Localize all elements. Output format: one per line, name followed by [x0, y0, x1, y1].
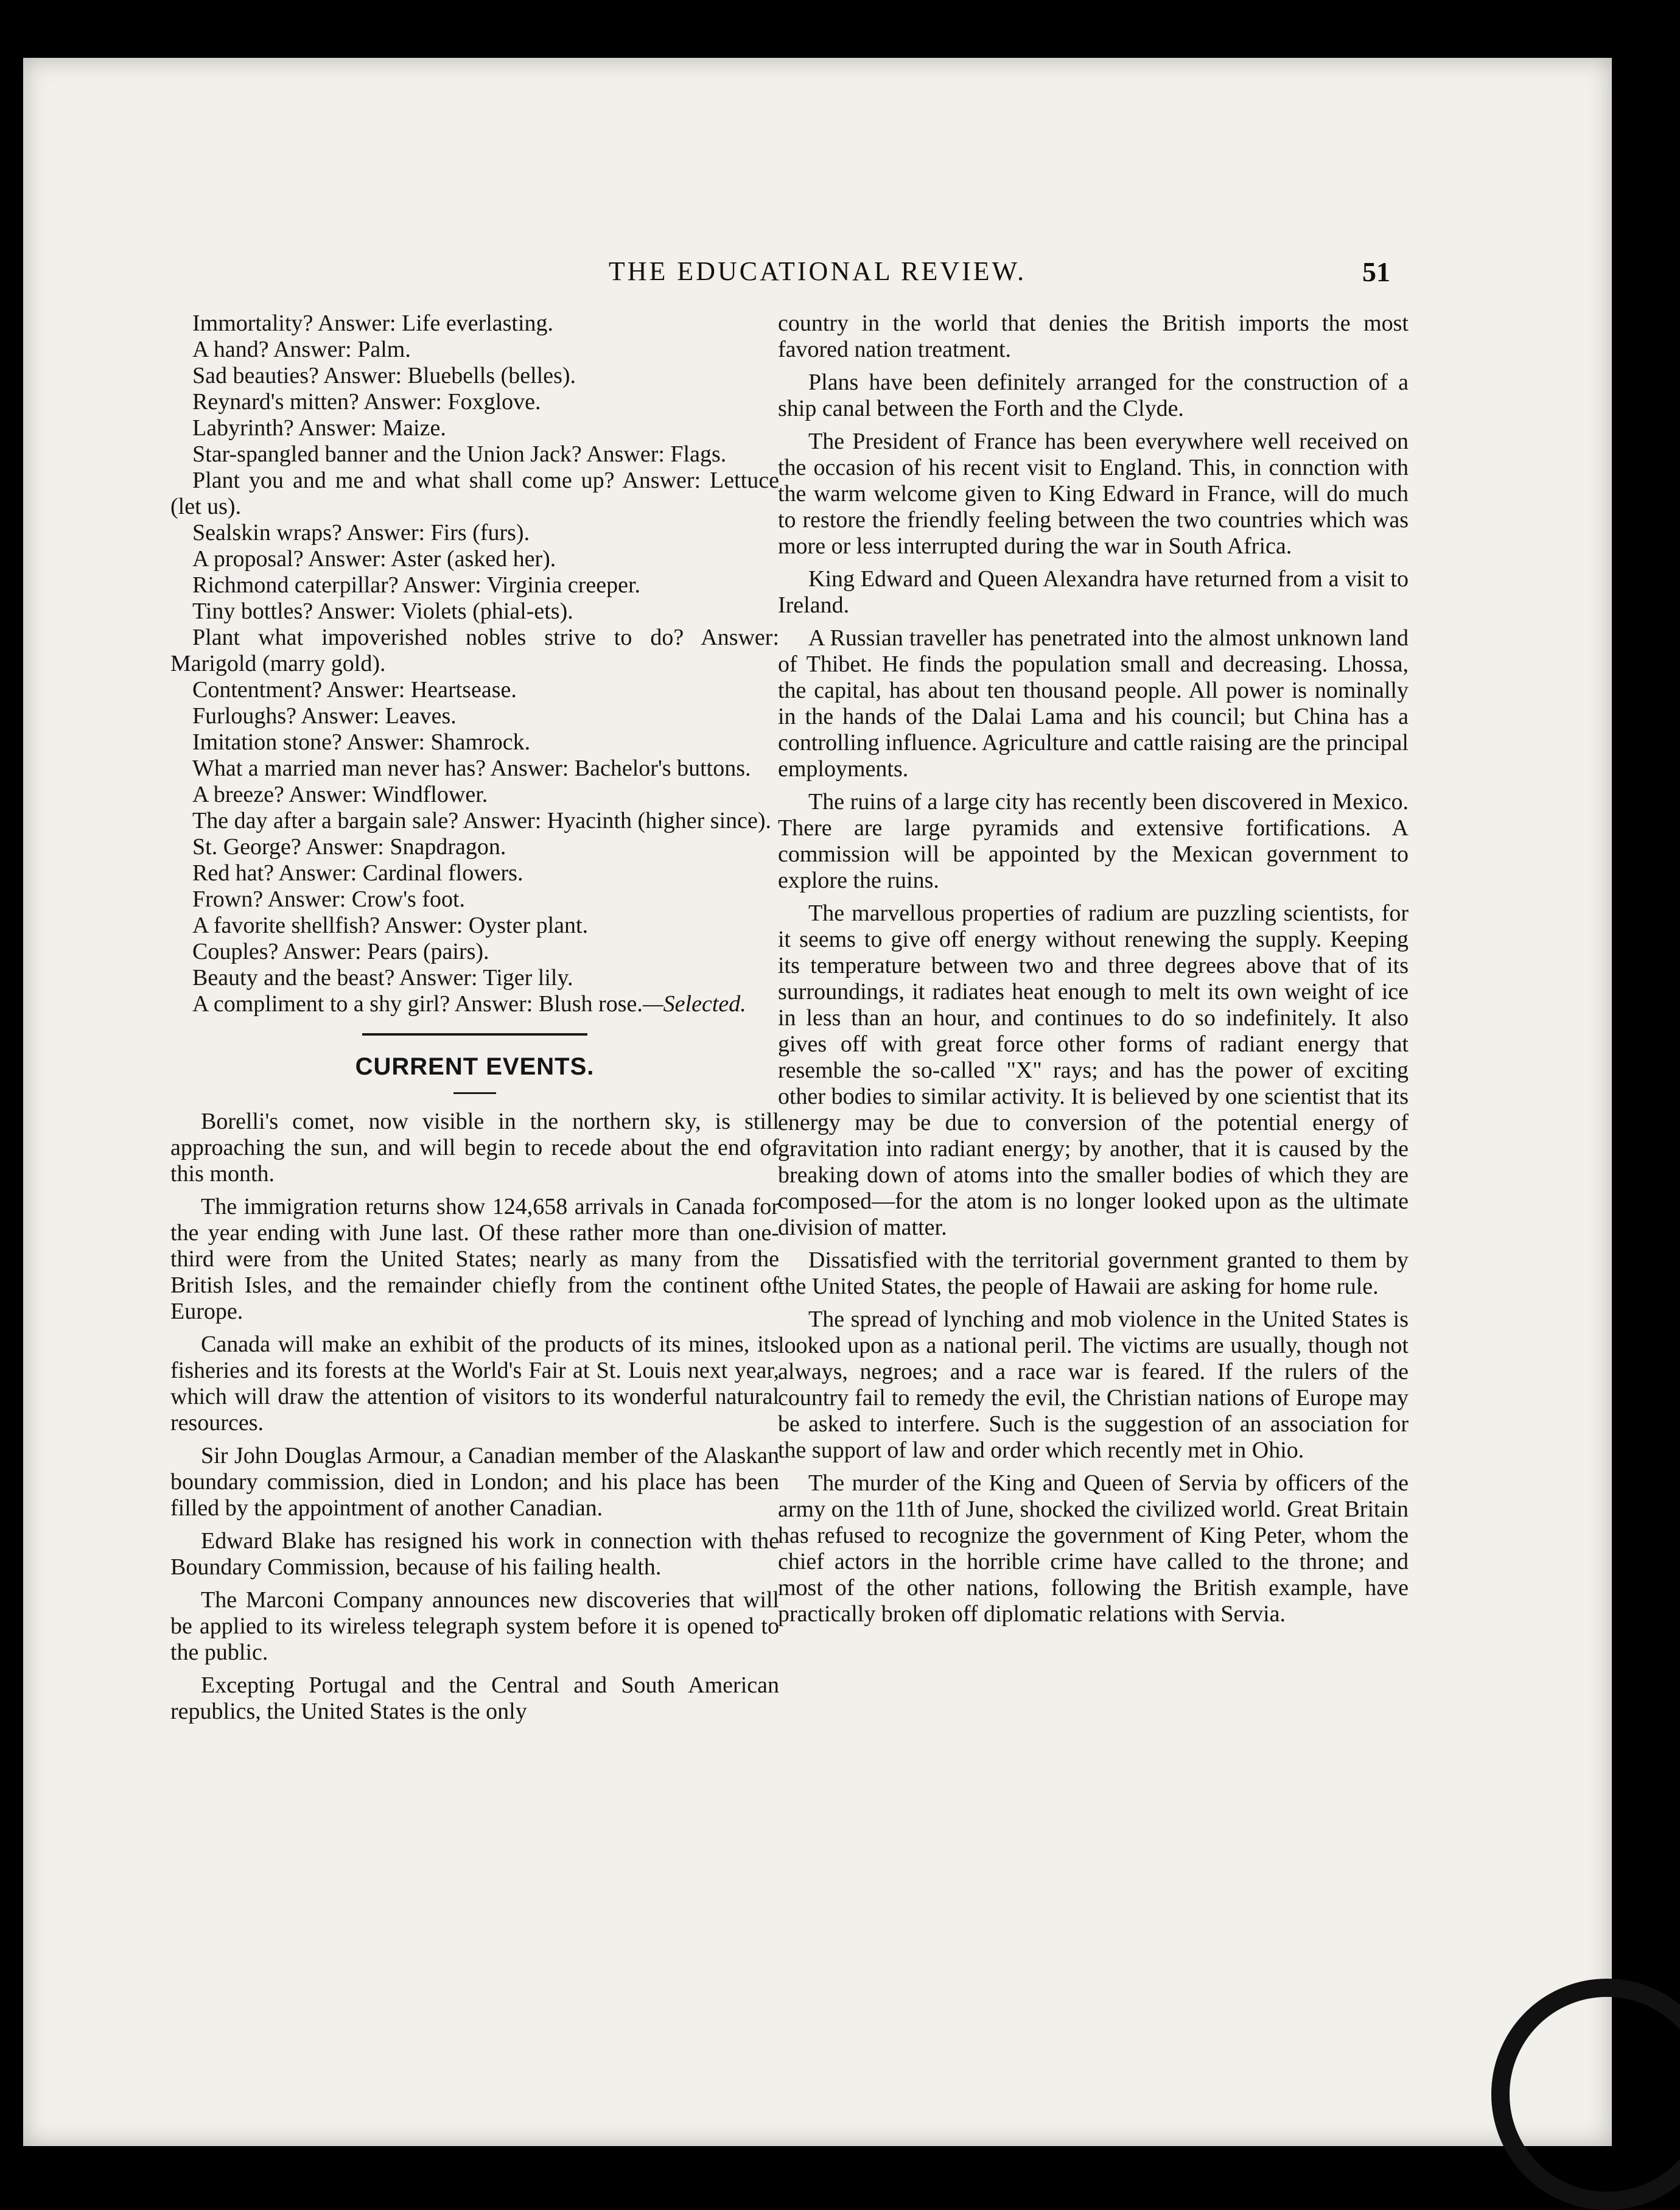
riddle-list: [170, 310, 779, 1017]
riddle-text: A compliment to a shy girl? Answer: Blush rose.: [192, 991, 643, 1017]
riddle-item: Reynard's mitten? Answer: Foxglove.: [192, 389, 541, 415]
riddle-item: Tiny bottles? Answer: Violets (phial-ets).: [192, 598, 573, 624]
riddle-item: St. George? Answer: Snapdragon.: [192, 834, 506, 860]
running-head: [23, 256, 1612, 292]
journal-title: THE EDUCATIONAL REVIEW.: [608, 256, 1027, 286]
news-paragraph: The murder of the King and Queen of Servia by officers of the army on the 11th of June, shocked the civilized world. Great Britain has refused to recognize the government of King Peter, whom the chief actors in the horrible crime have called to the throne; and most of the other nations, following the British example, have practically broken off diplomatic relations with Servia.: [778, 1470, 1409, 1627]
riddle-item: A breeze? Answer: Windflower.: [192, 782, 488, 807]
news-paragraph: King Edward and Queen Alexandra have returned from a visit to Ireland.: [778, 566, 1409, 618]
riddle-item: Plant you and me and what shall come up? Answer: Lettuce (let us).: [170, 468, 779, 519]
news-paragraph: The ruins of a large city has recently been discovered in Mexico. There are large pyramids and extensive fortifications. A commission will be appointed by the Mexican government to explore the ruins.: [778, 789, 1409, 893]
riddle-item: A favorite shellfish? Answer: Oyster plant.: [192, 913, 589, 938]
riddle-item: A hand? Answer: Palm.: [192, 337, 411, 362]
riddle-item: Sealskin wraps? Answer: Firs (furs).: [192, 520, 530, 545]
news-paragraph: The immigration returns show 124,658 arrivals in Canada for the year ending with June last. Of these rather more than one-third were from the United States; nearly as many from the British Isles, and the remainder chiefly from the continent of Europe.: [170, 1194, 779, 1324]
news-paragraph: A Russian traveller has penetrated into the almost unknown land of Thibet. He finds the population small and decreasing. Lhossa, the capital, has about ten thousand people. All power is nominally in the hands of the Dalai Lama and his council; but China has a controlling influence. Agriculture and cattle raising are the principal employments.: [778, 625, 1409, 782]
news-paragraph: Plans have been definitely arranged for the construction of a ship canal between the Forth and the Clyde.: [778, 370, 1409, 421]
news-paragraph: The Marconi Company announces new discoveries that will be applied to its wireless telegraph system before it is opened to the public.: [170, 1587, 779, 1665]
news-paragraph-continued: country in the world that denies the British imports the most favored nation treatment.: [778, 310, 1409, 362]
riddle-item: Star-spangled banner and the Union Jack? Answer: Flags.: [192, 441, 727, 467]
riddle-item: Beauty and the beast? Answer: Tiger lily.: [192, 965, 573, 991]
riddle-item: Imitation stone? Answer: Shamrock.: [192, 729, 531, 755]
riddle-item: Red hat? Answer: Cardinal flowers.: [192, 860, 523, 886]
news-paragraph: The President of France has been everywhere well received on the occasion of his recent visit to England. This, in connction with the warm welcome given to King Edward in France, will do much to restore the friendly feeling between the two countries which was more or less interrupted during the war in South Africa.: [778, 429, 1409, 559]
right-column: [778, 310, 1409, 1634]
news-paragraph: The marvellous properties of radium are puzzling scientists, for it seems to give off energy without renewing the supply. Keeping its temperature between two and three degrees above that of its surroundings, it radiates heat enough to melt its own weight of ice in less than an hour, and continues to do so indefinitely. It also gives off with great force other forms of radiant energy that resemble the so-called "X" rays; and has the power of exciting other bodies to similar activity. It is believed by one scientist that its energy may be due to conversion of the potential energy of gravitation into radiant energy; by another, that it is caused by the breaking down of atoms into the smaller bodies of which they are composed—for the atom is no longer looked upon as the ultimate division of matter.: [778, 900, 1409, 1240]
riddle-item: Labyrinth? Answer: Maize.: [192, 415, 446, 441]
riddle-item-last: [170, 991, 779, 1017]
riddle-item: Furloughs? Answer: Leaves.: [192, 703, 457, 729]
riddle-item: A proposal? Answer: Aster (asked her).: [192, 546, 556, 572]
news-paragraph: Canada will make an exhibit of the products of its mines, its fisheries and its forests at the World's Fair at St. Louis next year, which will draw the attention of visitors to its wonderful natural resources.: [170, 1331, 779, 1436]
section-divider: [362, 1033, 587, 1036]
riddle-item: Couples? Answer: Pears (pairs).: [192, 939, 489, 964]
news-paragraph: The spread of lynching and mob violence in the United States is looked upon as a national peril. The victims are usually, though not always, negroes; and a race war is feared. If the rulers of the country fail to remedy the evil, the Christian nations of Europe may be asked to interfere. Such is the suggestion of an association for the support of law and order which recently met in Ohio.: [778, 1307, 1409, 1463]
riddle-item: Contentment? Answer: Heartsease.: [192, 677, 517, 703]
news-paragraph: Excepting Portugal and the Central and South American republics, the United States is the only: [170, 1672, 779, 1724]
riddle-item: Frown? Answer: Crow's foot.: [192, 886, 466, 912]
section-heading: CURRENT EVENTS.: [355, 1053, 595, 1080]
page-number: 51: [1362, 256, 1390, 287]
page-sheet: [23, 58, 1612, 2146]
riddle-source: —Selected.: [642, 991, 746, 1017]
riddle-item: The day after a bargain sale? Answer: Hyacinth (higher since).: [192, 808, 772, 833]
riddle-item: Richmond caterpillar? Answer: Virginia creeper.: [192, 572, 641, 598]
riddle-item: Plant what impoverished nobles strive to do? Answer: Marigold (marry gold).: [170, 625, 779, 676]
news-paragraph: Edward Blake has resigned his work in connection with the Boundary Commission, because of his failing health.: [170, 1528, 779, 1580]
news-paragraph: Dissatisfied with the territorial government granted to them by the United States, the people of Hawaii are asking for home rule.: [778, 1247, 1409, 1299]
news-paragraph: Borelli's comet, now visible in the northern sky, is still approaching the sun, and will begin to recede about the end of this month.: [170, 1109, 779, 1187]
riddle-item: What a married man never has? Answer: Bachelor's buttons.: [192, 756, 751, 781]
riddle-item: Immortality? Answer: Life everlasting.: [192, 310, 554, 336]
news-paragraph: Sir John Douglas Armour, a Canadian member of the Alaskan boundary commission, died in London; and his place has been filled by the appointment of another Canadian.: [170, 1443, 779, 1521]
left-column: [170, 310, 779, 1731]
riddle-item: Sad beauties? Answer: Bluebells (belles).: [192, 363, 576, 388]
heading-underline: [453, 1092, 496, 1094]
